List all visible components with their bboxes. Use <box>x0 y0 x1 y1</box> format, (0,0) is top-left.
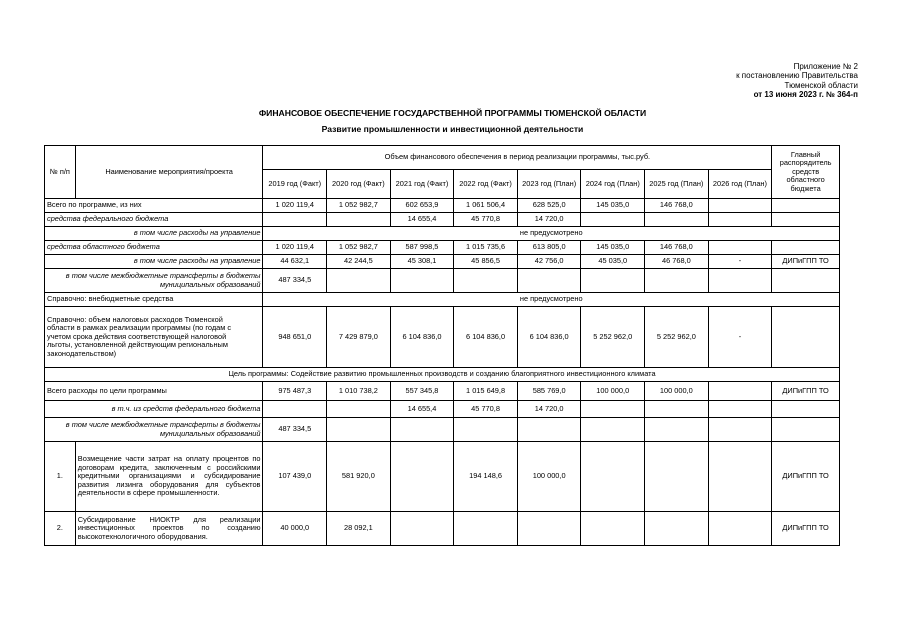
value-cell: 45 308,1 <box>390 255 454 269</box>
value-cell: 100 000,0 <box>517 442 581 512</box>
table-row <box>45 293 840 307</box>
value-cell: 587 998,5 <box>390 241 454 255</box>
goal-statement: Цель программы: Содействие развитию промышленных производств и созданию благоприятного инвестиционного климата <box>45 368 840 382</box>
value-cell <box>645 512 709 546</box>
row-label: в том числе расходы на управление <box>45 255 263 269</box>
value-cell: 1 010 738,2 <box>327 382 391 401</box>
row-number: 2. <box>45 512 76 546</box>
value-cell <box>327 401 391 418</box>
value-cell: 42 244,5 <box>327 255 391 269</box>
value-cell: 146 768,0 <box>645 199 709 213</box>
row-label: Всего по программе, из них <box>45 199 263 213</box>
value-cell: 1 015 735,6 <box>454 241 518 255</box>
value-cell: 45 770,8 <box>454 213 518 227</box>
value-cell <box>581 401 645 418</box>
table-row <box>45 241 840 255</box>
row-label: Справочно: объем налоговых расходов Тюменской области в рамках реализации программы (по годам с учетом срока действия соответствующей налоговой льготы, установленной действующим региональным законодательством) <box>45 307 263 368</box>
appendix-line: к постановлению Правительства <box>736 71 858 81</box>
row-label: в том числе межбюджетные трансферты в бюджеты муниципальных образований <box>45 418 263 442</box>
value-cell <box>581 442 645 512</box>
document-subtitle: Развитие промышленности и инвестиционной деятельности <box>321 124 584 134</box>
value-cell: 6 104 836,0 <box>517 307 581 368</box>
value-cell: 585 769,0 <box>517 382 581 401</box>
row-label: Справочно: внебюджетные средства <box>45 293 263 307</box>
value-cell: 146 768,0 <box>645 241 709 255</box>
table-row <box>45 307 840 368</box>
value-cell <box>708 213 772 227</box>
distributor-cell <box>772 269 840 293</box>
value-cell <box>708 442 772 512</box>
distributor-cell <box>772 199 840 213</box>
value-cell: 602 653,9 <box>390 199 454 213</box>
row-label: Возмещение части затрат на оплату процентов по договорам кредита, заключенным с российскими кредитными организациями и субсидирование развития лизинга оборудования для субъектов деятельности в сфере промышленности. <box>75 442 263 512</box>
value-cell: 194 148,6 <box>454 442 518 512</box>
distributor-cell <box>772 401 840 418</box>
value-cell: - <box>708 307 772 368</box>
value-cell <box>390 269 454 293</box>
value-cell: 42 756,0 <box>517 255 581 269</box>
value-cell <box>517 269 581 293</box>
value-cell <box>581 512 645 546</box>
value-cell <box>708 382 772 401</box>
document-title: ФИНАНСОВОЕ ОБЕСПЕЧЕНИЕ ГОСУДАРСТВЕННОЙ ПРОГРАММЫ ТЮМЕНСКОЙ ОБЛАСТИ <box>258 108 647 118</box>
header-year: 2020 год (Факт) <box>327 170 391 199</box>
table-row <box>45 269 840 293</box>
value-cell: 487 334,5 <box>263 418 327 442</box>
distributor-cell <box>772 241 840 255</box>
value-cell: 145 035,0 <box>581 241 645 255</box>
value-cell: 145 035,0 <box>581 199 645 213</box>
distributor-cell: ДИПиГПП ТО <box>772 382 840 401</box>
value-cell: 100 000,0 <box>581 382 645 401</box>
row-number: 1. <box>45 442 76 512</box>
row-label: средства областного бюджета <box>45 241 263 255</box>
value-cell <box>390 512 454 546</box>
value-cell <box>708 418 772 442</box>
value-cell: - <box>708 255 772 269</box>
header-name: Наименование мероприятия/проекта <box>75 146 263 199</box>
distributor-cell: ДИПиГПП ТО <box>772 442 840 512</box>
row-label: в том числе межбюджетные трансферты в бюджеты муниципальных образований <box>45 269 263 293</box>
value-cell <box>708 401 772 418</box>
value-cell: 107 439,0 <box>263 442 327 512</box>
value-cell: 40 000,0 <box>263 512 327 546</box>
header-year: 2022 год (Факт) <box>454 170 518 199</box>
value-cell: 6 104 836,0 <box>390 307 454 368</box>
header-volume: Объем финансового обеспечения в период реализации программы, тыс.руб. <box>263 146 772 170</box>
value-cell <box>645 401 709 418</box>
distributor-cell <box>772 213 840 227</box>
value-cell: 14 655,4 <box>390 401 454 418</box>
value-cell: 613 805,0 <box>517 241 581 255</box>
value-cell <box>645 418 709 442</box>
row-label: средства федерального бюджета <box>45 213 263 227</box>
merged-note: не предусмотрено <box>263 293 840 307</box>
header-year: 2021 год (Факт) <box>390 170 454 199</box>
value-cell: 1 020 119,4 <box>263 199 327 213</box>
decree-reference: от 13 июня 2023 г. № 364-п <box>753 90 858 100</box>
header-num: № п/п <box>45 146 76 199</box>
value-cell <box>517 512 581 546</box>
table-row <box>45 418 840 442</box>
value-cell <box>327 269 391 293</box>
value-cell: 45 770,8 <box>454 401 518 418</box>
value-cell <box>454 269 518 293</box>
value-cell: 5 252 962,0 <box>645 307 709 368</box>
table-row <box>45 368 840 382</box>
value-cell <box>581 269 645 293</box>
financing-table <box>44 145 840 546</box>
distributor-cell: ДИПиГПП ТО <box>772 512 840 546</box>
table-row <box>45 227 840 241</box>
value-cell: 628 525,0 <box>517 199 581 213</box>
value-cell: 45 856,5 <box>454 255 518 269</box>
value-cell <box>263 213 327 227</box>
value-cell <box>581 213 645 227</box>
value-cell: 1 052 982,7 <box>327 241 391 255</box>
table-row <box>45 401 840 418</box>
table-row <box>45 382 840 401</box>
header-year: 2023 год (План) <box>517 170 581 199</box>
table-row <box>45 255 840 269</box>
value-cell: 45 035,0 <box>581 255 645 269</box>
row-label: в т.ч. из средств федерального бюджета <box>45 401 263 418</box>
value-cell <box>390 442 454 512</box>
value-cell <box>454 418 518 442</box>
value-cell: 557 345,8 <box>390 382 454 401</box>
value-cell: 975 487,3 <box>263 382 327 401</box>
value-cell <box>327 418 391 442</box>
value-cell: 14 655,4 <box>390 213 454 227</box>
value-cell: 5 252 962,0 <box>581 307 645 368</box>
value-cell: 581 920,0 <box>327 442 391 512</box>
table-row <box>45 199 840 213</box>
appendix-header <box>610 62 858 100</box>
distributor-cell <box>772 307 840 368</box>
value-cell <box>708 241 772 255</box>
value-cell: 948 651,0 <box>263 307 327 368</box>
value-cell: 1 061 506,4 <box>454 199 518 213</box>
table-row <box>45 512 840 546</box>
value-cell <box>581 418 645 442</box>
value-cell: 1 020 119,4 <box>263 241 327 255</box>
header-distributor: Главный распорядитель средств областного бюджета <box>772 146 840 199</box>
table-row <box>45 213 840 227</box>
value-cell <box>390 418 454 442</box>
value-cell <box>327 213 391 227</box>
merged-note: не предусмотрено <box>263 227 840 241</box>
value-cell: 487 334,5 <box>263 269 327 293</box>
value-cell <box>645 213 709 227</box>
value-cell <box>645 442 709 512</box>
value-cell: 7 429 879,0 <box>327 307 391 368</box>
value-cell: 46 768,0 <box>645 255 709 269</box>
header-year: 2019 год (Факт) <box>263 170 327 199</box>
appendix-line: Тюменской области <box>784 80 858 90</box>
value-cell <box>708 269 772 293</box>
header-year: 2024 год (План) <box>581 170 645 199</box>
value-cell <box>708 199 772 213</box>
value-cell <box>263 401 327 418</box>
value-cell <box>454 512 518 546</box>
value-cell: 14 720,0 <box>517 401 581 418</box>
value-cell: 1 052 982,7 <box>327 199 391 213</box>
value-cell <box>517 418 581 442</box>
table-row <box>45 442 840 512</box>
row-label: Субсидирование НИОКТР для реализации инвестиционных проектов по созданию высокотехнологичного оборудования. <box>75 512 263 546</box>
value-cell: 44 632,1 <box>263 255 327 269</box>
appendix-line: Приложение № 2 <box>793 62 858 71</box>
header-year: 2026 год (План) <box>708 170 772 199</box>
value-cell: 100 000,0 <box>645 382 709 401</box>
value-cell <box>645 269 709 293</box>
row-label: в том числе расходы на управление <box>45 227 263 241</box>
value-cell: 1 015 649,8 <box>454 382 518 401</box>
value-cell <box>708 512 772 546</box>
value-cell: 14 720,0 <box>517 213 581 227</box>
value-cell: 28 092,1 <box>327 512 391 546</box>
row-label: Всего расходы по цели программы <box>45 382 263 401</box>
distributor-cell: ДИПиГПП ТО <box>772 255 840 269</box>
header-year: 2025 год (План) <box>645 170 709 199</box>
value-cell: 6 104 836,0 <box>454 307 518 368</box>
distributor-cell <box>772 418 840 442</box>
